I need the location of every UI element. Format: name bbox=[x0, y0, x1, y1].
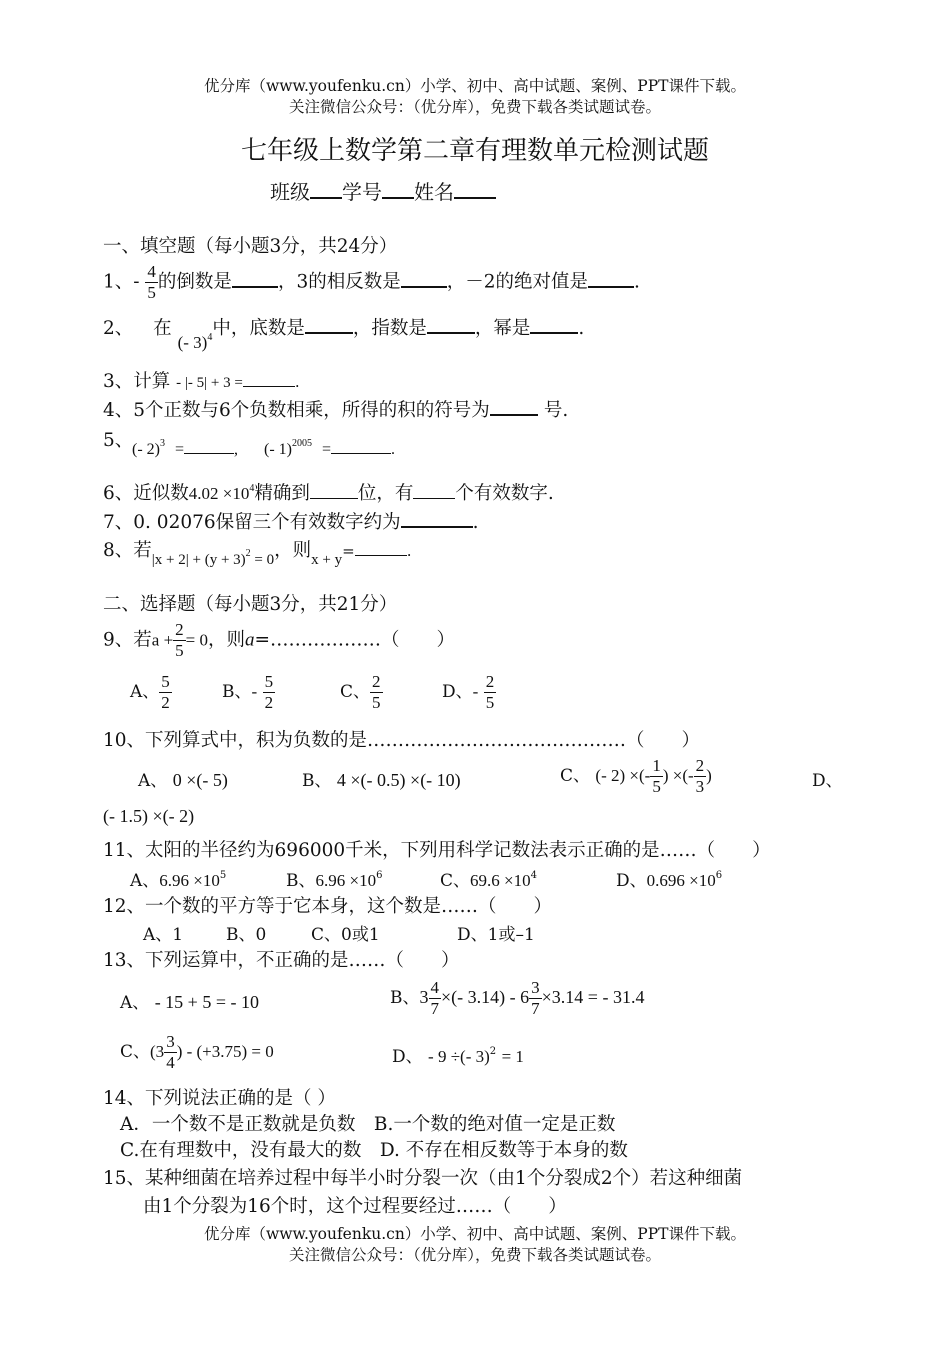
q1-num: 1、- bbox=[103, 271, 140, 293]
header-line-2: 关注微信公众号：（优分库），免费下载各类试题试卷。 bbox=[288, 98, 661, 116]
q5-blank-2[interactable] bbox=[331, 441, 391, 454]
q1-text-2: ，3的相反数是 bbox=[277, 271, 401, 293]
q4-blank[interactable] bbox=[490, 400, 538, 416]
q1-text-4: . bbox=[634, 271, 640, 293]
q11-option-c[interactable]: C、$69.6 \times 10^4$ bbox=[440, 870, 537, 891]
q7-blank[interactable] bbox=[401, 512, 473, 528]
question-5-num: 5、 bbox=[103, 430, 134, 451]
q6-blank-1[interactable] bbox=[310, 486, 358, 499]
q13-option-a[interactable]: A、 - 15 + 5 = - 10 bbox=[120, 992, 259, 1013]
q9-option-b[interactable]: B、- $\frac{5}{2}$ bbox=[222, 672, 274, 712]
q8-blank[interactable] bbox=[355, 543, 407, 556]
q11-option-d[interactable]: D、$0.696 \times 10^6$ bbox=[616, 870, 723, 891]
q10-option-d-label[interactable]: D、 bbox=[812, 771, 843, 791]
q1-fraction: $\frac{4}{5}$ bbox=[147, 262, 156, 302]
q9-num: 9、若 bbox=[103, 629, 152, 651]
q11-option-b[interactable]: B、$6.96 \times 10^6$ bbox=[286, 870, 383, 891]
class-label: 班级 bbox=[270, 180, 310, 204]
q8-sum: x + y bbox=[311, 552, 343, 568]
question-15-line-2: 由1个分裂为16个时，这个过程要经过……（ ） bbox=[143, 1196, 567, 1217]
q6-text-1: 精确到 bbox=[254, 483, 310, 504]
q7-end: . bbox=[472, 512, 479, 533]
q11-option-a[interactable]: A、$6.96 \times 10^5$ bbox=[130, 870, 227, 891]
q2-power: (- 3)$^4$ bbox=[177, 332, 213, 352]
q8-expression: |x + 2| + (y + 3)2 = 0 bbox=[151, 548, 275, 568]
question-9 bbox=[103, 620, 455, 661]
section1-heading: 一、填空题（每小题3分，共24分） bbox=[103, 236, 398, 257]
question-6 bbox=[103, 479, 554, 505]
q7-text: 7、0. 02076保留三个有效数字约为 bbox=[103, 512, 401, 533]
q6-text-3: 个有效数字. bbox=[455, 483, 554, 504]
q9-dots: =………………（ ） bbox=[254, 629, 456, 651]
q2-text-2: ，指数是 bbox=[352, 318, 427, 339]
q9-option-d[interactable]: D、- $\frac{2}{5}$ bbox=[442, 672, 495, 712]
q13-option-c[interactable]: C、(3 $\frac{3}{4}$ ) - (+3.75) = 0 bbox=[120, 1032, 274, 1072]
section2-heading: 二、选择题（每小题3分，共21分） bbox=[103, 594, 398, 615]
q8-text-1: ，则 bbox=[274, 540, 312, 561]
header-line-1: 优分库（www.youfenku.cn）小学、初中、高中试题、案例、PPT课件下载。 bbox=[203, 77, 747, 95]
student-info bbox=[270, 176, 496, 205]
q4-text: 4、5个正数与6个负数相乘，所得的积的符号为 bbox=[103, 400, 490, 421]
q3-num: 3、计算 bbox=[103, 371, 171, 392]
q6-blank-2[interactable] bbox=[413, 486, 455, 499]
q2-text-4: . bbox=[578, 318, 585, 339]
id-label: 学号 bbox=[342, 180, 382, 204]
q12-option-b[interactable]: B、0 bbox=[226, 925, 267, 945]
q2-text-3: ，幂是 bbox=[474, 318, 531, 339]
footer-line-2: 关注微信公众号：（优分库），免费下载各类试题试卷。 bbox=[288, 1246, 661, 1264]
page-title: 七年级上数学第二章有理数单元检测试题 bbox=[240, 136, 709, 166]
q14-options-cd[interactable]: C.在有理数中，没有最大的数 D. 不存在相反数等于本身的数 bbox=[120, 1140, 628, 1161]
q12-option-c[interactable]: C、0或1 bbox=[311, 925, 380, 945]
question-10: 10、下列算式中，积为负数的是……………………………………（ ） bbox=[103, 730, 701, 751]
q6-value: $4.02 \times 10^4$ bbox=[188, 483, 255, 503]
class-blank[interactable] bbox=[310, 183, 342, 199]
q1-text-1: 的倒数是 bbox=[157, 271, 232, 293]
q8-num: 8、若 bbox=[103, 540, 152, 561]
question-7 bbox=[103, 508, 479, 534]
q2-num: 2、 bbox=[103, 318, 134, 339]
id-blank[interactable] bbox=[382, 183, 414, 199]
q13-option-b[interactable]: B、3 $\frac{4}{7}$ ×(- 3.14) - 6 $\frac{3}{7}$ ×3.14 = - 31.4 bbox=[390, 978, 645, 1018]
q1-blank-1[interactable] bbox=[232, 272, 278, 288]
q2-text-0: 在 bbox=[153, 318, 172, 339]
question-11: 11、太阳的半径约为696000千米，下列用科学记数法表示正确的是……（ ） bbox=[103, 840, 771, 861]
name-label: 姓名 bbox=[414, 180, 454, 204]
q10-option-d-expr: (- 1.5) ×(- 2) bbox=[103, 806, 195, 826]
q9-post: = 0 bbox=[185, 630, 209, 650]
question-14: 14、下列说法正确的是（ ） bbox=[103, 1088, 336, 1109]
q10-option-c[interactable]: C、 (- 2) ×(- $\frac{1}{5}$ ) ×(- $\frac{2}{3}$ ) bbox=[560, 756, 712, 796]
q4-text-2: 号. bbox=[543, 400, 569, 421]
q3-expression: - |- 5| + 3 = bbox=[176, 375, 243, 391]
q13-option-d[interactable]: D、 - 9 ÷(- 3)$^2$ = 1 bbox=[392, 1046, 524, 1067]
name-blank[interactable] bbox=[454, 183, 496, 199]
q9-var: a bbox=[245, 629, 255, 651]
question-1 bbox=[103, 262, 640, 303]
q12-option-d[interactable]: D、1或–1 bbox=[457, 925, 535, 945]
q14-options-ab[interactable]: A．一个数不是正数就是负数 B.一个数的绝对值一定是正数 bbox=[120, 1114, 616, 1135]
q10-option-a[interactable]: A、 0 ×(- 5) bbox=[138, 770, 228, 791]
q2-blank-1[interactable] bbox=[305, 318, 353, 334]
q9-option-a[interactable]: A、 $\frac{5}{2}$ bbox=[130, 672, 170, 712]
question-13: 13、下列运算中，不正确的是……（ ） bbox=[103, 950, 460, 971]
q1-text-3: ，－2的绝对值是 bbox=[446, 271, 588, 293]
question-12: 12、一个数的平方等于它本身，这个数是……（ ） bbox=[103, 896, 553, 917]
q9-fraction: $\frac{2}{5}$ bbox=[175, 620, 184, 660]
q6-num: 6、近似数 bbox=[103, 483, 189, 504]
q9-text-1: ，则 bbox=[208, 629, 246, 651]
footer-line-1: 优分库（www.youfenku.cn）小学、初中、高中试题、案例、PPT课件下载。 bbox=[203, 1225, 747, 1243]
question-8 bbox=[103, 536, 412, 568]
q2-text-1: 中，底数是 bbox=[212, 318, 305, 339]
q2-blank-2[interactable] bbox=[427, 318, 475, 334]
q1-blank-2[interactable] bbox=[401, 272, 447, 288]
q3-blank[interactable] bbox=[243, 374, 295, 387]
q9-option-c[interactable]: C、 $\frac{2}{5}$ bbox=[340, 672, 381, 712]
q8-end: . bbox=[406, 542, 412, 560]
question-2 bbox=[103, 314, 585, 352]
q3-end: . bbox=[294, 373, 300, 391]
question-15-line-1: 15、某种细菌在培养过程中每半小时分裂一次（由1个分裂成2个）若这种细菌 bbox=[103, 1168, 743, 1189]
q12-option-a[interactable]: A、1 bbox=[143, 925, 184, 945]
q9-pre: a + bbox=[151, 630, 174, 650]
q5-blank-1[interactable] bbox=[184, 441, 234, 454]
question-4 bbox=[103, 396, 568, 422]
q2-blank-3[interactable] bbox=[530, 318, 578, 334]
q8-eq: = bbox=[342, 542, 355, 560]
q6-text-2: 位，有 bbox=[357, 483, 414, 504]
question-5: (- 2)$^3$ = , (- 1)$^{2005}$ = . bbox=[132, 438, 396, 458]
question-3 bbox=[103, 367, 300, 393]
q10-option-b[interactable]: B、 4 ×(- 0.5) ×(- 10) bbox=[302, 770, 461, 791]
q1-blank-3[interactable] bbox=[588, 272, 634, 288]
